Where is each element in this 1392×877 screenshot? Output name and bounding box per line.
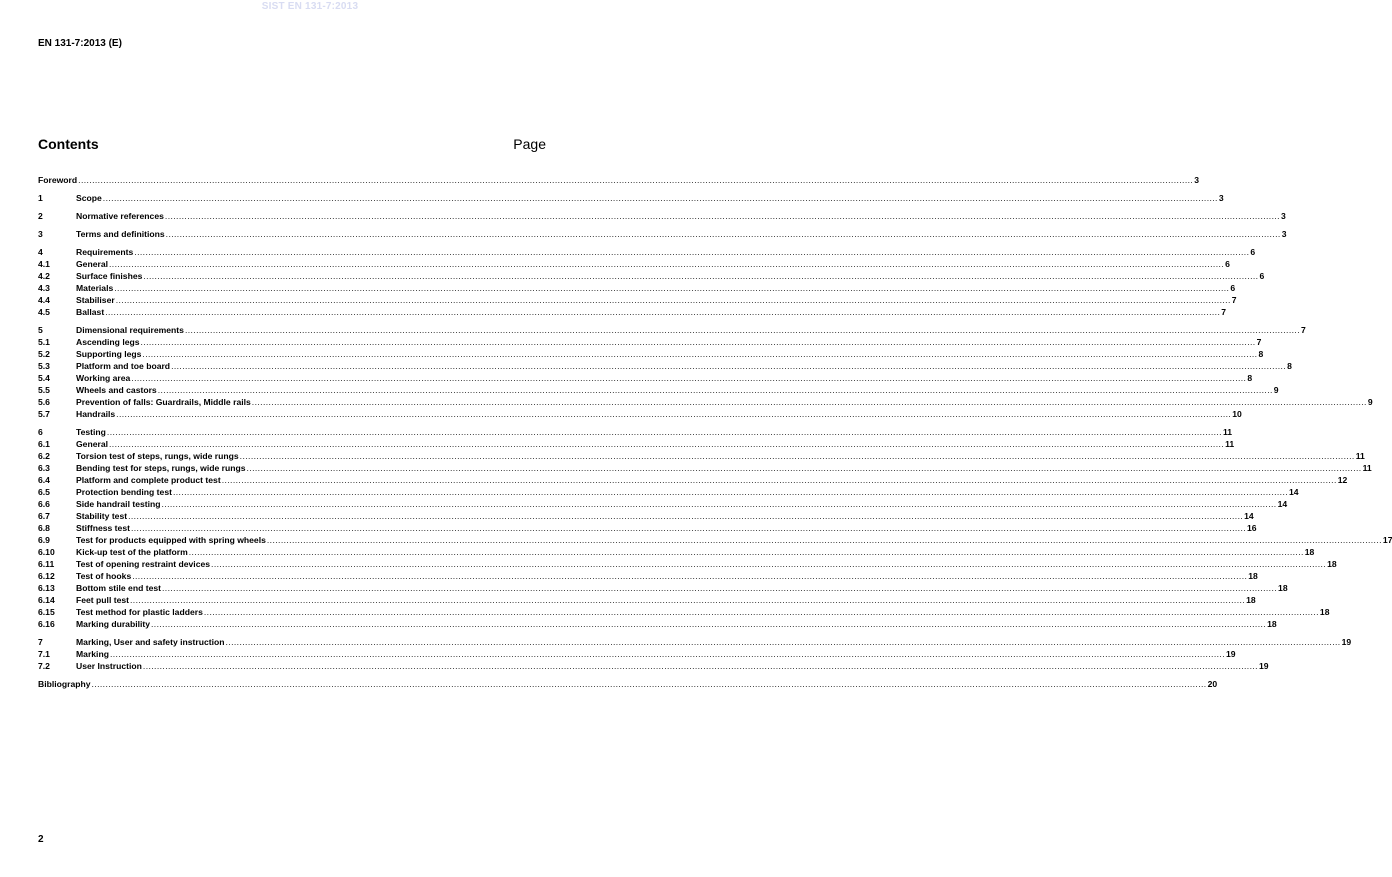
toc-entry[interactable]: [38, 648, 1236, 660]
toc-entry-title: Handrails: [76, 409, 116, 419]
toc-entry[interactable]: [38, 306, 1227, 318]
toc-entry[interactable]: [38, 582, 1288, 594]
toc-entry-page: 7: [1256, 337, 1262, 347]
toc-entry[interactable]: [38, 246, 1256, 258]
toc-dot-leader: ................................................................................................................................................................................................................................................................................................................................................................................................................: [157, 385, 1273, 395]
toc-entry-title: Testing: [76, 427, 106, 437]
toc-entry-number: 6.7: [38, 511, 50, 521]
toc-dot-leader: ................................................................................................................................................................................................................................................................................................................................................................................................................: [134, 247, 1250, 257]
toc-entry-page: 6: [1250, 247, 1256, 257]
toc-entry-title: Wheels and castors: [76, 385, 157, 395]
toc-entry-page: 18: [1267, 619, 1277, 629]
toc-dot-leader: ................................................................................................................................................................................................................................................................................................................................................................................................................: [172, 487, 1289, 497]
toc-dot-leader: ................................................................................................................................................................................................................................................................................................................................................................................................................: [109, 439, 1225, 449]
toc-entry[interactable]: [38, 660, 1269, 672]
toc-entry-page: 14: [1289, 487, 1299, 497]
toc-dot-leader: ................................................................................................................................................................................................................................................................................................................................................................................................................: [130, 523, 1247, 533]
toc-dot-leader: ................................................................................................................................................................................................................................................................................................................................................................................................................: [116, 409, 1232, 419]
table-of-contents: [38, 174, 1392, 690]
toc-entry[interactable]: [38, 336, 1262, 348]
toc-entry[interactable]: [38, 474, 1348, 486]
toc-entry-page: 10: [1232, 409, 1242, 419]
toc-entry[interactable]: [38, 372, 1253, 384]
toc-entry-title: Bibliography: [38, 679, 91, 689]
toc-entry-number: 6.3: [38, 463, 50, 473]
toc-dot-leader: ................................................................................................................................................................................................................................................................................................................................................................................................................: [246, 463, 1362, 473]
toc-dot-leader: ................................................................................................................................................................................................................................................................................................................................................................................................................: [164, 211, 1280, 221]
toc-entry-number: 7.2: [38, 661, 50, 671]
toc-entry-title: Marking durability: [76, 619, 151, 629]
toc-dot-leader: ................................................................................................................................................................................................................................................................................................................................................................................................................: [151, 619, 1267, 629]
toc-entry-title: Side handrail testing: [76, 499, 161, 509]
toc-entry-number: 4.2: [38, 271, 50, 281]
toc-entry-number: 3: [38, 229, 43, 239]
toc-entry-title: Ballast: [76, 307, 105, 317]
toc-entry-page: 17: [1382, 535, 1392, 545]
toc-dot-leader: ................................................................................................................................................................................................................................................................................................................................................................................................................: [251, 397, 1367, 407]
toc-entry-page: 18: [1278, 583, 1288, 593]
toc-entry-page: 8: [1287, 361, 1292, 371]
toc-entry-number: 7: [38, 637, 43, 647]
page-column-label: Page: [513, 136, 546, 152]
toc-dot-leader: ................................................................................................................................................................................................................................................................................................................................................................................................................: [128, 511, 1244, 521]
toc-entry[interactable]: [38, 174, 1199, 186]
toc-entry[interactable]: [38, 438, 1235, 450]
toc-entry-page: 19: [1341, 637, 1352, 647]
toc-entry-title: Dimensional requirements: [76, 325, 184, 335]
toc-entry[interactable]: [38, 618, 1277, 630]
toc-entry[interactable]: [38, 510, 1254, 522]
toc-entry-number: 6.6: [38, 499, 50, 509]
toc-entry-number: 5.6: [38, 397, 50, 407]
toc-dot-leader: ................................................................................................................................................................................................................................................................................................................................................................................................................: [203, 607, 1319, 617]
toc-entry-number: 5.1: [38, 337, 50, 347]
toc-entry-page: 8: [1258, 349, 1264, 359]
toc-dot-leader: ................................................................................................................................................................................................................................................................................................................................................................................................................: [142, 349, 1258, 359]
toc-entry-page: 18: [1248, 571, 1258, 581]
toc-entry-number: 5.3: [38, 361, 50, 371]
toc-entry[interactable]: [38, 546, 1315, 558]
page-number: 2: [38, 834, 44, 845]
toc-entry-number: 4.3: [38, 283, 50, 293]
toc-dot-leader: ................................................................................................................................................................................................................................................................................................................................................................................................................: [266, 535, 1382, 545]
toc-entry[interactable]: [38, 450, 1365, 462]
toc-entry-title: Supporting legs: [76, 349, 142, 359]
toc-dot-leader: ................................................................................................................................................................................................................................................................................................................................................................................................................: [132, 571, 1248, 581]
toc-entry[interactable]: [38, 636, 1352, 648]
toc-entry-number: 6.1: [38, 439, 50, 449]
toc-entry[interactable]: [38, 192, 1224, 204]
toc-entry-page: 6: [1259, 271, 1265, 281]
toc-entry-title: Ascending legs: [76, 337, 140, 347]
toc-entry-number: 4.4: [38, 295, 50, 305]
toc-dot-leader: ................................................................................................................................................................................................................................................................................................................................................................................................................: [78, 175, 1194, 185]
toc-entry-page: 6: [1225, 259, 1230, 269]
toc-entry-title: Test of hooks: [76, 571, 132, 581]
toc-dot-leader: ................................................................................................................................................................................................................................................................................................................................................................................................................: [211, 559, 1327, 569]
toc-entry-title: Test for products equipped with spring wheels: [76, 535, 266, 545]
toc-entry-title: Normative references: [76, 211, 164, 221]
toc-dot-leader: ................................................................................................................................................................................................................................................................................................................................................................................................................: [114, 283, 1230, 293]
toc-entry[interactable]: [38, 558, 1337, 570]
toc-entry-title: Terms and definitions: [76, 229, 165, 239]
toc-entry-page: 18: [1246, 595, 1256, 605]
toc-entry-number: 5: [38, 325, 43, 335]
toc-entry-page: 3: [1280, 211, 1286, 221]
toc-entry[interactable]: [38, 384, 1279, 396]
toc-entry-title: Prevention of falls: Guardrails, Middle rails: [76, 397, 251, 407]
toc-entry[interactable]: [38, 210, 1286, 222]
toc-entry-page: 12: [1337, 475, 1348, 485]
toc-entry-number: 6.16: [38, 619, 55, 629]
toc-entry-page: 11: [1225, 439, 1235, 449]
toc-entry-number: 5.2: [38, 349, 50, 359]
toc-entry-page: 18: [1304, 547, 1315, 557]
toc-dot-leader: ................................................................................................................................................................................................................................................................................................................................................................................................................: [184, 325, 1300, 335]
toc-entry[interactable]: [38, 324, 1306, 336]
toc-entry-number: 4.1: [38, 259, 50, 269]
toc-dot-leader: ................................................................................................................................................................................................................................................................................................................................................................................................................: [239, 451, 1355, 461]
toc-dot-leader: ................................................................................................................................................................................................................................................................................................................................................................................................................: [221, 475, 1337, 485]
toc-entry[interactable]: [38, 348, 1264, 360]
toc-entry-page: 6: [1230, 283, 1236, 293]
toc-dot-leader: ................................................................................................................................................................................................................................................................................................................................................................................................................: [109, 649, 1225, 659]
toc-entry-page: 9: [1273, 385, 1279, 395]
toc-entry-title: Working area: [76, 373, 131, 383]
toc-entry-number: 5.5: [38, 385, 50, 395]
toc-dot-leader: ................................................................................................................................................................................................................................................................................................................................................................................................................: [171, 361, 1287, 371]
toc-entry-title: Kick-up test of the platform: [76, 547, 188, 557]
toc-entry-number: 6.14: [38, 595, 55, 605]
toc-entry-title: Foreword: [38, 175, 78, 185]
toc-entry-page: 11: [1222, 427, 1233, 437]
toc-entry-number: 6.12: [38, 571, 55, 581]
toc-entry[interactable]: [38, 462, 1372, 474]
toc-entry-title: Test method for plastic ladders: [76, 607, 203, 617]
toc-entry-page: 8: [1247, 373, 1253, 383]
toc-entry[interactable]: [38, 258, 1230, 270]
toc-entry-title: Marking, User and safety instruction: [76, 637, 225, 647]
toc-entry-title: Scope: [76, 193, 102, 203]
toc-entry-title: Test of opening restraint devices: [76, 559, 211, 569]
toc-entry-number: 6.2: [38, 451, 50, 461]
toc-entry[interactable]: [38, 228, 1287, 240]
toc-entry-number: 6.15: [38, 607, 55, 617]
document-identifier: EN 131-7:2013 (E): [38, 38, 122, 49]
toc-entry-page: 7: [1231, 295, 1237, 305]
toc-entry[interactable]: [38, 678, 1218, 690]
toc-entry-title: Stabiliser: [76, 295, 115, 305]
toc-entry[interactable]: [38, 498, 1288, 510]
toc-entry-page: 7: [1221, 307, 1227, 317]
toc-entry-page: 14: [1277, 499, 1288, 509]
toc-entry-page: 19: [1258, 661, 1269, 671]
toc-entry-title: Bottom stile end test: [76, 583, 161, 593]
toc-entry-page: 3: [1194, 175, 1199, 185]
toc-entry-page: 18: [1327, 559, 1337, 569]
toc-entry-title: Surface finishes: [76, 271, 143, 281]
toc-entry-number: 4.5: [38, 307, 50, 317]
toc-entry[interactable]: [38, 522, 1257, 534]
toc-entry-title: Requirements: [76, 247, 134, 257]
toc-entry[interactable]: [38, 282, 1236, 294]
toc-entry-title: Feet pull test: [76, 595, 130, 605]
toc-entry-number: 5.4: [38, 373, 50, 383]
toc-dot-leader: ................................................................................................................................................................................................................................................................................................................................................................................................................: [188, 547, 1304, 557]
toc-entry[interactable]: [38, 534, 1392, 546]
toc-dot-leader: ................................................................................................................................................................................................................................................................................................................................................................................................................: [225, 637, 1341, 647]
toc-entry-title: Torsion test of steps, rungs, wide rungs: [76, 451, 239, 461]
toc-dot-leader: ................................................................................................................................................................................................................................................................................................................................................................................................................: [161, 499, 1277, 509]
toc-dot-leader: ................................................................................................................................................................................................................................................................................................................................................................................................................: [142, 661, 1258, 671]
toc-entry-number: 1: [38, 193, 43, 203]
toc-entry-page: 14: [1244, 511, 1254, 521]
toc-dot-leader: ................................................................................................................................................................................................................................................................................................................................................................................................................: [109, 259, 1225, 269]
toc-dot-leader: ................................................................................................................................................................................................................................................................................................................................................................................................................: [130, 595, 1246, 605]
toc-entry-number: 2: [38, 211, 43, 221]
toc-entry-number: 7.1: [38, 649, 50, 659]
toc-entry-title: User Instruction: [76, 661, 142, 671]
toc-entry-title: Protection bending test: [76, 487, 172, 497]
toc-entry-page: 7: [1300, 325, 1306, 335]
toc-entry-title: General: [76, 439, 109, 449]
toc-dot-leader: ................................................................................................................................................................................................................................................................................................................................................................................................................: [131, 373, 1247, 383]
toc-entry-number: 6.8: [38, 523, 50, 533]
toc-entry-title: Bending test for steps, rungs, wide rungs: [76, 463, 246, 473]
toc-entry-number: 6.4: [38, 475, 50, 485]
toc-entry-page: 3: [1281, 229, 1287, 239]
toc-dot-leader: ................................................................................................................................................................................................................................................................................................................................................................................................................: [165, 229, 1281, 239]
toc-entry-title: Platform and toe board: [76, 361, 171, 371]
contents-title: Contents: [38, 136, 99, 152]
toc-entry-page: 11: [1355, 451, 1365, 461]
toc-entry-page: 11: [1362, 463, 1372, 473]
watermark: SIST EN 131-7:2013: [261, 1, 359, 12]
toc-entry[interactable]: [38, 570, 1258, 582]
toc-entry-title: General: [76, 259, 109, 269]
toc-entry-number: 6.5: [38, 487, 50, 497]
toc-entry[interactable]: [38, 426, 1233, 438]
toc-entry-number: 4: [38, 247, 43, 257]
toc-entry-number: 5.7: [38, 409, 50, 419]
toc-entry[interactable]: [38, 606, 1330, 618]
toc-entry-number: 6: [38, 427, 43, 437]
toc-dot-leader: ................................................................................................................................................................................................................................................................................................................................................................................................................: [143, 271, 1259, 281]
toc-dot-leader: ................................................................................................................................................................................................................................................................................................................................................................................................................: [106, 427, 1222, 437]
toc-entry-number: 6.11: [38, 559, 55, 569]
toc-dot-leader: ................................................................................................................................................................................................................................................................................................................................................................................................................: [105, 307, 1221, 317]
toc-entry-page: 16: [1247, 523, 1257, 533]
toc-entry-page: 20: [1207, 679, 1218, 689]
toc-entry-title: Stability test: [76, 511, 128, 521]
toc-entry-page: 3: [1218, 193, 1224, 203]
toc-entry-number: 6.13: [38, 583, 55, 593]
toc-entry-page: 18: [1319, 607, 1330, 617]
toc-entry-page: 19: [1226, 649, 1236, 659]
toc-entry[interactable]: [38, 486, 1299, 498]
toc-entry-title: Stiffness test: [76, 523, 130, 533]
toc-dot-leader: ................................................................................................................................................................................................................................................................................................................................................................................................................: [102, 193, 1218, 203]
toc-entry[interactable]: [38, 270, 1265, 282]
toc-entry-title: Materials: [76, 283, 114, 293]
toc-entry[interactable]: [38, 360, 1292, 372]
toc-dot-leader: ................................................................................................................................................................................................................................................................................................................................................................................................................: [162, 583, 1278, 593]
toc-entry-title: Platform and complete product test: [76, 475, 221, 485]
toc-entry-page: 9: [1367, 397, 1373, 407]
toc-entry[interactable]: [38, 294, 1237, 306]
toc-entry-number: 6.9: [38, 535, 50, 545]
toc-entry-title: Marking: [76, 649, 109, 659]
toc-entry[interactable]: [38, 594, 1256, 606]
toc-entry[interactable]: [38, 408, 1242, 420]
toc-entry[interactable]: [38, 396, 1373, 408]
toc-dot-leader: ................................................................................................................................................................................................................................................................................................................................................................................................................: [140, 337, 1256, 347]
contents-heading: [38, 136, 546, 152]
toc-entry-number: 6.10: [38, 547, 55, 557]
toc-dot-leader: ................................................................................................................................................................................................................................................................................................................................................................................................................: [115, 295, 1231, 305]
toc-dot-leader: ................................................................................................................................................................................................................................................................................................................................................................................................................: [91, 679, 1207, 689]
